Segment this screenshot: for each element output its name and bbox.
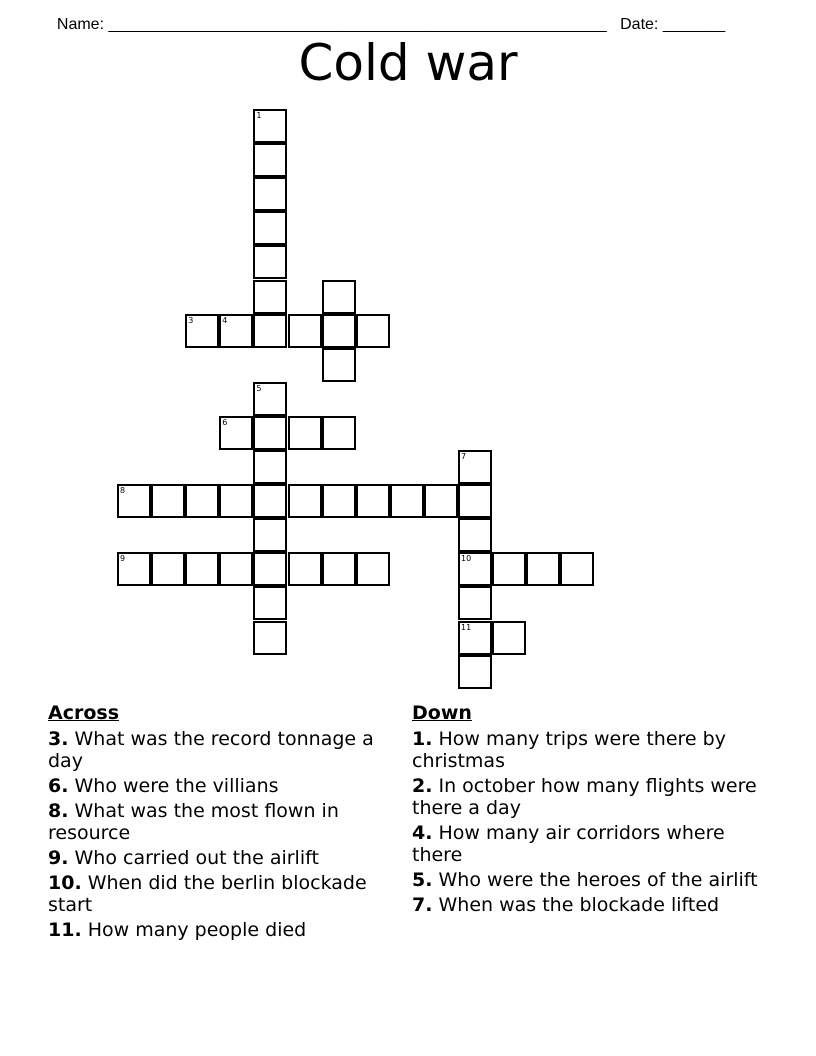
date-blank[interactable]: _______: [662, 16, 726, 33]
cell-number: 1: [256, 111, 262, 120]
grid-cell[interactable]: [253, 109, 287, 143]
grid-cell[interactable]: [322, 484, 356, 518]
name-blank[interactable]: ________________________________________________________: [108, 16, 607, 33]
grid-cell[interactable]: [390, 484, 424, 518]
clue-text: How many people died: [87, 919, 307, 941]
grid-cell[interactable]: [322, 348, 356, 382]
grid-cell[interactable]: [219, 416, 253, 450]
cell-number: 9: [120, 554, 126, 564]
grid-cell[interactable]: [322, 552, 356, 586]
grid-cell[interactable]: [253, 416, 287, 450]
clue-across-9: [48, 847, 398, 869]
clue-text: Who were the villians: [74, 775, 279, 797]
grid-cell[interactable]: [253, 280, 287, 314]
clue-number: 2.: [412, 775, 433, 797]
cell-number: 5: [256, 383, 262, 393]
grid-cell[interactable]: [288, 552, 322, 586]
grid-cell[interactable]: [117, 552, 151, 586]
clue-across-6: [48, 775, 398, 797]
clue-number: 1.: [412, 728, 433, 750]
clue-number: 7.: [412, 894, 433, 916]
grid-cell[interactable]: [492, 621, 526, 655]
grid-cell[interactable]: [288, 314, 322, 348]
grid-cell[interactable]: [492, 552, 526, 586]
grid-cell[interactable]: [253, 586, 287, 620]
clue-down-5: [412, 869, 762, 891]
clue-text: How many trips were there by christmas: [412, 728, 726, 772]
clue-number: 5.: [412, 869, 433, 891]
clue-text: Who were the heroes of the airlift: [438, 869, 758, 891]
clue-number: 10.: [48, 872, 82, 894]
grid-cell[interactable]: [288, 416, 322, 450]
grid-cell[interactable]: [151, 552, 185, 586]
clue-across-8: [48, 800, 398, 844]
grid-cell[interactable]: [253, 450, 287, 484]
grid-cell[interactable]: [253, 314, 287, 348]
clue-across-10: [48, 872, 398, 916]
clue-across-3: [48, 728, 398, 772]
across-clues: [48, 700, 398, 944]
clue-number: 6.: [48, 775, 69, 797]
cell-number: 4: [222, 315, 228, 325]
grid-cell[interactable]: [253, 211, 287, 245]
clue-text: In october how many flights were there a day: [412, 775, 757, 819]
grid-cell[interactable]: [185, 314, 219, 348]
grid-cell[interactable]: [253, 245, 287, 279]
grid-cell[interactable]: [185, 552, 219, 586]
grid-cell[interactable]: [117, 484, 151, 518]
grid-cell[interactable]: [356, 552, 390, 586]
cell-number: 6: [222, 417, 228, 427]
grid-cell[interactable]: [356, 484, 390, 518]
grid-cell[interactable]: [458, 450, 492, 484]
grid-cell[interactable]: [253, 143, 287, 177]
cell-number: 10: [461, 554, 472, 564]
clue-text: When was the blockade lifted: [438, 894, 720, 916]
grid-cell[interactable]: [151, 484, 185, 518]
clue-down-1: [412, 728, 762, 772]
grid-cell[interactable]: [253, 382, 287, 416]
grid-cell[interactable]: [253, 518, 287, 552]
down-clues: [412, 700, 762, 919]
grid-cell[interactable]: [560, 552, 594, 586]
grid-cell[interactable]: [253, 484, 287, 518]
grid-cell[interactable]: [288, 484, 322, 518]
grid-cell[interactable]: [458, 552, 492, 586]
grid-cell[interactable]: [322, 280, 356, 314]
grid-cell[interactable]: [458, 518, 492, 552]
down-heading: Down: [412, 702, 472, 724]
grid-cell[interactable]: [424, 484, 458, 518]
grid-cell[interactable]: [458, 484, 492, 518]
cell-number: 7: [461, 452, 467, 461]
grid-cell[interactable]: [458, 621, 492, 655]
cell-number: 3: [188, 315, 194, 325]
grid-cell[interactable]: [219, 552, 253, 586]
clue-text: What was the most flown in resource: [48, 800, 339, 844]
clue-text: Who carried out the airlift: [74, 847, 319, 869]
grid-cell[interactable]: [253, 621, 287, 655]
clue-number: 4.: [412, 822, 433, 844]
grid-cell[interactable]: [219, 314, 253, 348]
date-label: Date:: [620, 16, 659, 33]
grid-cell[interactable]: [322, 314, 356, 348]
grid-cell[interactable]: [219, 484, 253, 518]
clue-text: What was the record tonnage a day: [48, 728, 374, 772]
grid-cell[interactable]: [458, 586, 492, 620]
clue-across-11: [48, 919, 398, 941]
cell-number: 8: [120, 486, 126, 496]
grid-cell[interactable]: [458, 655, 492, 689]
clue-down-4: [412, 822, 762, 866]
name-label: Name:: [56, 16, 105, 33]
grid-cell[interactable]: [253, 177, 287, 211]
puzzle-title: Cold war: [298, 34, 518, 92]
clue-down-7: [412, 894, 762, 916]
grid-cell[interactable]: [526, 552, 560, 586]
clue-number: 9.: [48, 847, 69, 869]
clue-number: 3.: [48, 728, 69, 750]
clue-number: 8.: [48, 800, 69, 822]
clue-text: When did the berlin blockade start: [48, 872, 367, 916]
clue-text: How many air corridors where there: [412, 822, 725, 866]
grid-cell[interactable]: [356, 314, 390, 348]
clue-number: 11.: [48, 919, 82, 941]
grid-cell[interactable]: [253, 552, 287, 586]
grid-cell[interactable]: [322, 416, 356, 450]
grid-cell[interactable]: [185, 484, 219, 518]
across-heading: Across: [48, 702, 120, 724]
clue-down-2: [412, 775, 762, 819]
cell-number: 11: [461, 622, 472, 632]
